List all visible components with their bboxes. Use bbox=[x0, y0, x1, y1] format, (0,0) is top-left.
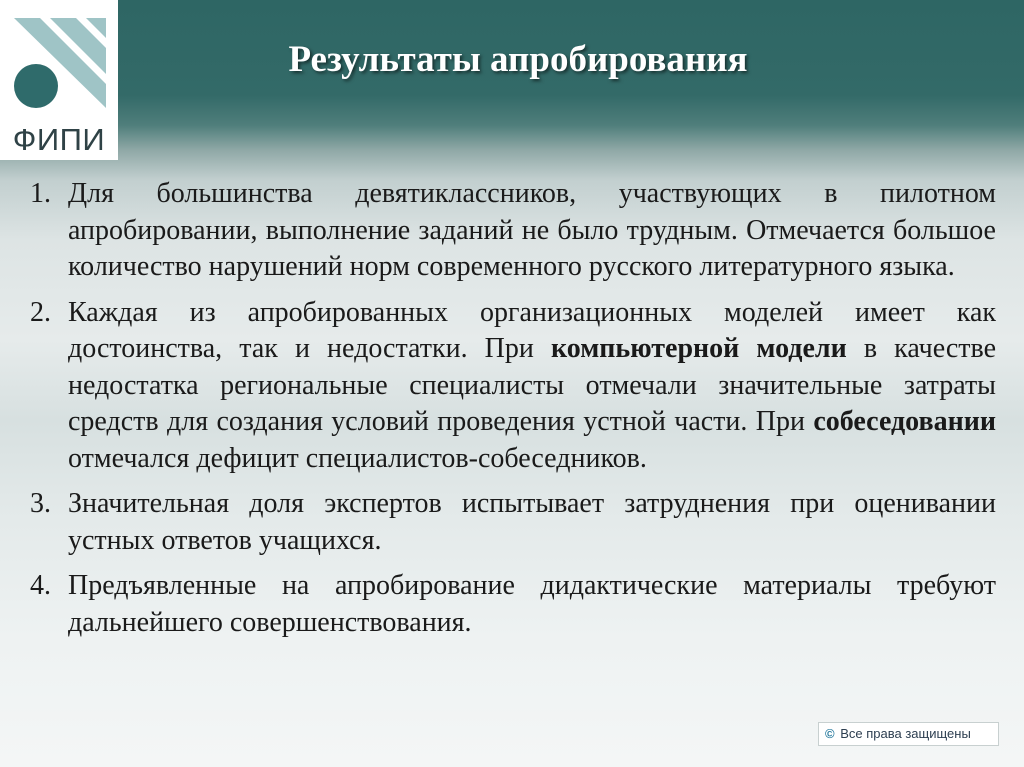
list-item-number: 3. bbox=[30, 488, 51, 519]
copyright-text: Все права защищены bbox=[840, 726, 971, 741]
emphasized-text: собеседовании bbox=[813, 406, 996, 437]
list-item-text bbox=[68, 570, 996, 638]
text-segment: Предъявленные на апробирование дидактические материалы требуют дальнейшего совершенствования. bbox=[68, 570, 996, 638]
slide-title: Результаты апробирования bbox=[288, 39, 748, 80]
copyright-icon: © bbox=[825, 726, 835, 741]
list-item bbox=[30, 176, 996, 286]
fipi-logo bbox=[0, 0, 118, 160]
text-segment: отмечался дефицит специалистов-собеседников. bbox=[68, 442, 647, 474]
list-item-text bbox=[68, 297, 996, 474]
list-item-number: 4. bbox=[30, 570, 51, 601]
list-item-number: 1. bbox=[30, 178, 51, 209]
list-item-text bbox=[68, 178, 996, 282]
results-list bbox=[30, 176, 996, 650]
emphasized-text: компьютерной модели bbox=[551, 333, 847, 364]
list-item-number: 2. bbox=[30, 296, 51, 328]
list-item bbox=[30, 568, 996, 641]
text-segment: Для большинства девятиклассников, участвующих в пилотном апробировании, выполнение заданий не было трудным. Отмечается большое количество нарушений норм современного русского литературного языка. bbox=[68, 178, 996, 282]
text-segment: Значительная доля экспертов испытывает затруднения при оценивании устных ответов учащихся. bbox=[68, 488, 996, 556]
text-segment: Каждая из апробированных организационных моделей имеет как достоинства, так и недостатки. При bbox=[68, 296, 996, 364]
copyright-badge bbox=[818, 722, 999, 746]
list-item-text bbox=[68, 488, 996, 556]
list-item bbox=[30, 486, 996, 559]
list-item bbox=[30, 295, 996, 478]
logo-emblem-icon bbox=[0, 0, 118, 120]
logo-text: ФИПИ bbox=[0, 120, 118, 160]
text-segment: в качестве недостатка региональные специалисты отмечали значительные затраты средств для создания условий проведения устной части. При bbox=[68, 333, 997, 437]
